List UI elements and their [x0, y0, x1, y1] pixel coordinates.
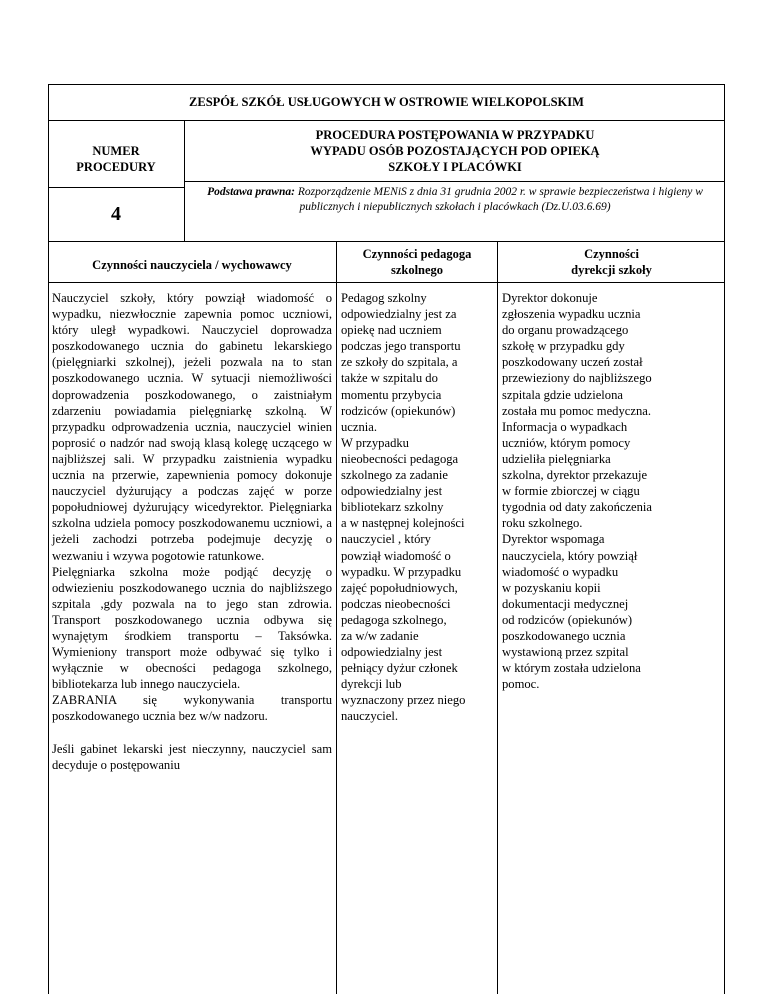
teacher-actions — [52, 290, 332, 773]
table-rule-col1 — [336, 241, 337, 994]
table-rule-headers — [48, 282, 725, 283]
school-name: ZESPÓŁ SZKÓŁ USŁUGOWYCH W OSTROWIE WIELKOPOLSKIM — [189, 94, 584, 109]
pedagogue-actions: Pedagog szkolny odpowiedzialny jest za opiekę nad uczniem podczas jego transportu ze szkoły do szpitala, a także w szpitalu do momentu przybycia rodziców (opiekunów) ucznia. W przypadku nieobecności pedagoga szkolnego za zadanie odpowiedzialny jest bibliotekarz szkolny a w następnej kolejności nauczyciel , który powziął wiadomość o wypadku. W przypadku zajęć popołudniowych, podczas nieobecności pedagoga szkolnego, za w/w zadanie odpowiedzialny jest pełniący dyżur członek dyrekcji lub wyznaczony przez niego nauczyciel. — [341, 291, 466, 724]
teacher-paragraph-3: ZABRANIA się wykonywania transportu poszkodowanego ucznia bez w/w nadzoru. — [52, 693, 332, 724]
pedagogue-column-header: Czynności pedagoga szkolnego — [362, 247, 472, 277]
teacher-paragraph-1: Nauczyciel szkoły, który powziął wiadomość o wypadku, niezwłocznie zapewnia pomoc uczniowi, który uległ wypadkowi. Nauczyciel doprowadza poszkodowanego ucznia do gabinetu lekarskiego (pielęgniarki szkolnej), jeżeli pozwala na to stan poszkodowanego ucznia. W sytuacji niemożliwości doprowadzenia poszkodowanego, o zaistniałym zdarzeniu powiadamia pielęgniarkę szkolną. W przypadku odprowadzenia ucznia, nauczyciel winien poprosić o nadzór nad swoją klasą kolegę uczącego w najbliższej sali. W przypadku zaistnienia wypadku ucznia na przerwie, zapewnienia pomocy dokonuje nauczyciel dyżurujący a podczas zajęć w porze popołudniowej dyżurujący wicedyrektor. Pielęgniarka szkolna udziela pomocy poszkodowanemu uczniowi, a jeżeli zachodzi potrzeba podejmuje decyzję o wezwaniu i wzywa pogotowie ratunkowe. — [52, 291, 332, 563]
teacher-column-header: Czynności nauczyciela / wychowawcy — [92, 258, 292, 272]
legal-basis-lead: Podstawa prawna: — [207, 186, 295, 198]
procedure-number: 4 — [111, 202, 121, 225]
teacher-paragraph-4: Jeśli gabinet lekarski jest nieczynny, nauczyciel sam decyduje o postępowaniu — [52, 741, 332, 772]
legal-basis-text: Rozporządzenie MENiS z dnia 31 grudnia 2002 r. w sprawie bezpieczeństwa i higieny w publicznych i niepublicznych szkołach i placówkach (Dz.U.03.6.69) — [294, 186, 703, 213]
teacher-paragraph-2: Pielęgniarka szkolna może podjąć decyzję o odwiezieniu poszkodowanego ucznia do najbliższego szpitala ,gdy pozwala na to jego stan zdrowia. Transport poszkodowanego ucznia odbywa się wynajętym środkiem transportu – Taksówka. Wymieniony transport może odbywać się tylko i wyłącznie w obecności pedagoga szkolnego, bibliotekarza lub innego nauczyciela. — [52, 564, 332, 692]
management-actions: Dyrektor dokonuje zgłoszenia wypadku ucznia do organu prowadzącego szkołę w przypadku gdy poszkodowany uczeń został przewieziony do najbliższego szpitala gdzie udzielona została mu pomoc medyczna. Informacja o wypadkach uczniów, którym pomocy udzieliła pielęgniarka szkolna, dyrektor przekazuje w formie zbiorczej w ciągu tygodnia od daty zakończenia roku szkolnego. Dyrektor wspomaga nauczyciela, który powziął wiadomość o wypadku w pozyskaniu kopii dokumentacji medycznej od rodziców (opiekunów) poszkodowanego ucznia wystawioną przez szpital w którym została udzielona pomoc. — [502, 291, 653, 692]
management-column-header: Czynności dyrekcji szkoły — [571, 247, 652, 277]
procedure-title: PROCEDURA POSTĘPOWANIA W PRZYPADKU WYPADU OSÓB POZOSTAJĄCYCH POD OPIEKĄ SZKOŁY I PLACÓWKI — [310, 128, 600, 174]
legal-basis — [185, 181, 725, 241]
table-rule-col2 — [497, 241, 498, 994]
procedure-number-label: NUMER PROCEDURY — [76, 144, 156, 174]
procedure-document — [48, 84, 725, 994]
